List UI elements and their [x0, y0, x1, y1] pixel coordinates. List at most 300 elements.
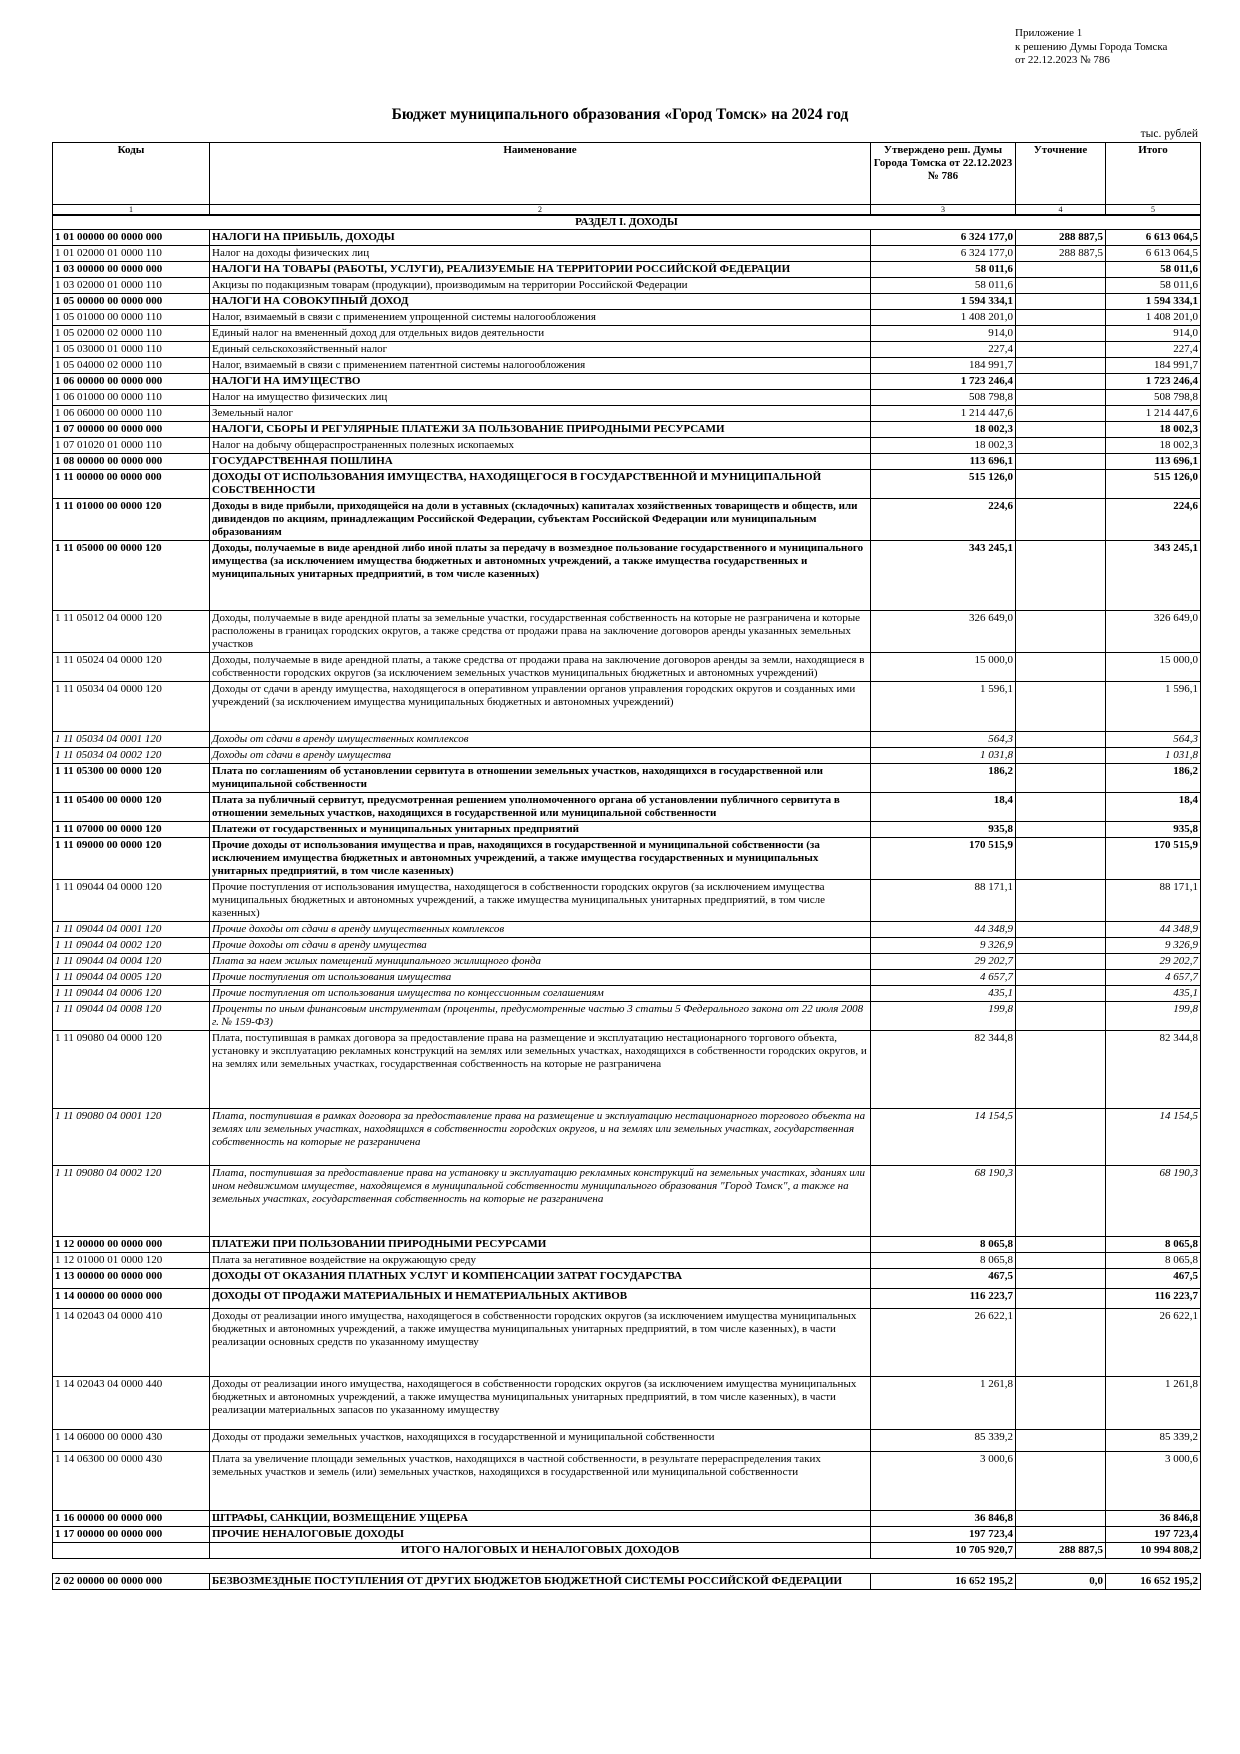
code-cell: 1 01 00000 00 0000 000: [53, 230, 210, 246]
table-row: [53, 326, 1201, 342]
approved-cell: 6 324 177,0: [871, 246, 1016, 262]
change-cell: 288 887,5: [1016, 1543, 1106, 1559]
total-cell: 343 245,1: [1106, 541, 1201, 611]
header-row: [53, 143, 1201, 205]
change-cell: [1016, 1166, 1106, 1237]
total-cell: 1 214 447,6: [1106, 406, 1201, 422]
code-cell: 1 06 01000 00 0000 110: [53, 390, 210, 406]
change-cell: [1016, 406, 1106, 422]
table-row: [53, 246, 1201, 262]
change-cell: [1016, 541, 1106, 611]
code-cell: 1 11 07000 00 0000 120: [53, 822, 210, 838]
approved-cell: 170 515,9: [871, 838, 1016, 880]
table-row: [53, 374, 1201, 390]
name-cell: ИТОГО НАЛОГОВЫХ И НЕНАЛОГОВЫХ ДОХОДОВ: [210, 1543, 871, 1559]
approved-cell: 197 723,4: [871, 1527, 1016, 1543]
name-cell: Доходы в виде прибыли, приходящейся на доли в уставных (складочных) капиталах хозяйственных товариществ и обществ, или дивидендов по акциям, принадлежащим Российской Федерации, субъектам Российской Федерации или муниципальным образованиям: [210, 499, 871, 541]
total-cell: 82 344,8: [1106, 1031, 1201, 1109]
total-cell: 515 126,0: [1106, 470, 1201, 499]
table-row: [53, 954, 1201, 970]
code-cell: 1 11 09080 04 0002 120: [53, 1166, 210, 1237]
table-row: [53, 611, 1201, 653]
change-cell: [1016, 793, 1106, 822]
change-cell: 0,0: [1016, 1574, 1106, 1590]
name-cell: ДОХОДЫ ОТ ПРОДАЖИ МАТЕРИАЛЬНЫХ И НЕМАТЕРИАЛЬНЫХ АКТИВОВ: [210, 1289, 871, 1309]
change-cell: [1016, 682, 1106, 732]
total-cell: 227,4: [1106, 342, 1201, 358]
change-cell: [1016, 342, 1106, 358]
name-cell: Плата, поступившая за предоставление права на установку и эксплуатацию рекламных конструкций на земельных участках, зданиях или ином недвижимом имуществе, находящемся в муниципальной собственности муниципального образования "Город Томск", а также на земельных участках, государственная собственность на которые не разграничена: [210, 1166, 871, 1237]
total-cell: 116 223,7: [1106, 1289, 1201, 1309]
total-cell: 18 002,3: [1106, 438, 1201, 454]
total-cell: 58 011,6: [1106, 262, 1201, 278]
header-total: Итого: [1106, 143, 1201, 205]
change-cell: [1016, 1511, 1106, 1527]
header-codes: Коды: [53, 143, 210, 205]
approved-cell: 224,6: [871, 499, 1016, 541]
name-cell: Плата, поступившая в рамках договора за предоставление права на размещение и эксплуатацию нестационарного торгового объекта, установку и эксплуатацию рекламных конструкций на землях или земельных участках, находящихся в собственности городских округов, и на землях или земельных участках, государственная собственность на которые не разграничена: [210, 1031, 871, 1109]
table-row: [53, 1452, 1201, 1511]
table-row: [53, 262, 1201, 278]
total-cell: 4 657,7: [1106, 970, 1201, 986]
approved-cell: 1 408 201,0: [871, 310, 1016, 326]
table-row: [53, 278, 1201, 294]
name-cell: Акцизы по подакцизным товарам (продукции), производимым на территории Российской Федерации: [210, 278, 871, 294]
approved-cell: 4 657,7: [871, 970, 1016, 986]
change-cell: [1016, 1377, 1106, 1430]
total-cell: 935,8: [1106, 822, 1201, 838]
table-row: [53, 470, 1201, 499]
table-row: [53, 880, 1201, 922]
change-cell: [1016, 938, 1106, 954]
table-row: [53, 294, 1201, 310]
code-cell: 1 17 00000 00 0000 000: [53, 1527, 210, 1543]
table-row: [53, 653, 1201, 682]
name-cell: Прочие доходы от сдачи в аренду имущества: [210, 938, 871, 954]
approved-cell: 184 991,7: [871, 358, 1016, 374]
change-cell: [1016, 262, 1106, 278]
approved-cell: 467,5: [871, 1269, 1016, 1289]
approved-cell: 14 154,5: [871, 1109, 1016, 1166]
name-cell: НАЛОГИ НА СОВОКУПНЫЙ ДОХОД: [210, 294, 871, 310]
change-cell: [1016, 748, 1106, 764]
change-cell: 288 887,5: [1016, 230, 1106, 246]
name-cell: Доходы от сдачи в аренду имущества, находящегося в оперативном управлении органов управления городских округов и созданных ими учреждений (за исключением имущества муниципальных бюджетных и автономных учреждений): [210, 682, 871, 732]
name-cell: Плата за негативное воздействие на окружающую среду: [210, 1253, 871, 1269]
change-cell: [1016, 970, 1106, 986]
change-cell: [1016, 1452, 1106, 1511]
approved-cell: 29 202,7: [871, 954, 1016, 970]
approved-cell: 515 126,0: [871, 470, 1016, 499]
table-row: [53, 732, 1201, 748]
approved-cell: 1 031,8: [871, 748, 1016, 764]
table-row: [53, 1269, 1201, 1289]
column-number: 4: [1016, 205, 1106, 216]
column-number: 1: [53, 205, 210, 216]
approved-cell: 82 344,8: [871, 1031, 1016, 1109]
approved-cell: 3 000,6: [871, 1452, 1016, 1511]
code-cell: 1 08 00000 00 0000 000: [53, 454, 210, 470]
total-cell: 10 994 808,2: [1106, 1543, 1201, 1559]
code-cell: 1 11 05034 04 0001 120: [53, 732, 210, 748]
code-cell: 1 05 03000 01 0000 110: [53, 342, 210, 358]
change-cell: [1016, 986, 1106, 1002]
approved-cell: 8 065,8: [871, 1237, 1016, 1253]
code-cell: 1 11 05000 00 0000 120: [53, 541, 210, 611]
total-cell: 508 798,8: [1106, 390, 1201, 406]
appendix-line-1: Приложение 1: [1015, 27, 1083, 39]
budget-table: [52, 142, 1201, 1590]
change-cell: [1016, 422, 1106, 438]
approved-cell: 435,1: [871, 986, 1016, 1002]
table-row: [53, 390, 1201, 406]
total-cell: 16 652 195,2: [1106, 1574, 1201, 1590]
total-cell: 914,0: [1106, 326, 1201, 342]
approved-cell: 36 846,8: [871, 1511, 1016, 1527]
total-cell: 170 515,9: [1106, 838, 1201, 880]
change-cell: [1016, 1430, 1106, 1452]
total-cell: 1 031,8: [1106, 748, 1201, 764]
approved-cell: 199,8: [871, 1002, 1016, 1031]
change-cell: [1016, 838, 1106, 880]
name-cell: ПРОЧИЕ НЕНАЛОГОВЫЕ ДОХОДЫ: [210, 1527, 871, 1543]
name-cell: НАЛОГИ НА ИМУЩЕСТВО: [210, 374, 871, 390]
table-row: [53, 406, 1201, 422]
total-cell: 199,8: [1106, 1002, 1201, 1031]
name-cell: Налог на доходы физических лиц: [210, 246, 871, 262]
units-label: тыс. рублей: [1140, 128, 1198, 140]
table-row: [53, 1031, 1201, 1109]
name-cell: НАЛОГИ НА ТОВАРЫ (РАБОТЫ, УСЛУГИ), РЕАЛИЗУЕМЫЕ НА ТЕРРИТОРИИ РОССИЙСКОЙ ФЕДЕРАЦИИ: [210, 262, 871, 278]
table-row: [53, 230, 1201, 246]
total-cell: 1 723 246,4: [1106, 374, 1201, 390]
change-cell: [1016, 1237, 1106, 1253]
total-cell: 8 065,8: [1106, 1237, 1201, 1253]
approved-cell: 1 594 334,1: [871, 294, 1016, 310]
total-cell: 18 002,3: [1106, 422, 1201, 438]
name-cell: Прочие доходы от сдачи в аренду имущественных комплексов: [210, 922, 871, 938]
name-cell: Доходы от сдачи в аренду имущества: [210, 748, 871, 764]
change-cell: 288 887,5: [1016, 246, 1106, 262]
section-row: [53, 215, 1201, 230]
code-cell: 1 11 09044 04 0001 120: [53, 922, 210, 938]
name-cell: ШТРАФЫ, САНКЦИИ, ВОЗМЕЩЕНИЕ УЩЕРБА: [210, 1511, 871, 1527]
code-cell: 1 11 05400 00 0000 120: [53, 793, 210, 822]
approved-cell: 1 596,1: [871, 682, 1016, 732]
total-cell: 15 000,0: [1106, 653, 1201, 682]
approved-cell: 26 622,1: [871, 1309, 1016, 1377]
change-cell: [1016, 374, 1106, 390]
table-row: [53, 838, 1201, 880]
code-cell: 1 11 09044 04 0005 120: [53, 970, 210, 986]
code-cell: 1 05 00000 00 0000 000: [53, 294, 210, 310]
appendix-line-3: от 22.12.2023 № 786: [1015, 54, 1110, 66]
name-cell: Плата за увеличение площади земельных участков, находящихся в частной собственности, в результате перераспределения таких земельных участков и земель (или) земельных участков, находящихся в государственной или муниципальной собственности: [210, 1452, 871, 1511]
table-row: [53, 938, 1201, 954]
code-cell: 1 11 09044 04 0002 120: [53, 938, 210, 954]
approved-cell: 16 652 195,2: [871, 1574, 1016, 1590]
change-cell: [1016, 358, 1106, 374]
total-cell: 564,3: [1106, 732, 1201, 748]
total-cell: 1 261,8: [1106, 1377, 1201, 1430]
total-cell: 29 202,7: [1106, 954, 1201, 970]
name-cell: Прочие поступления от использования имущества: [210, 970, 871, 986]
approved-cell: 564,3: [871, 732, 1016, 748]
code-cell: 1 03 02000 01 0000 110: [53, 278, 210, 294]
change-cell: [1016, 764, 1106, 793]
name-cell: Доходы, получаемые в виде арендной платы, а также средства от продажи права на заключение договоров аренды за земли, находящиеся в собственности городских округов (за исключением земельных участков муниципальных бюджетных и автономных учреждений): [210, 653, 871, 682]
total-cell: 186,2: [1106, 764, 1201, 793]
code-cell: 1 11 01000 00 0000 120: [53, 499, 210, 541]
name-cell: Доходы от сдачи в аренду имущественных комплексов: [210, 732, 871, 748]
change-cell: [1016, 1253, 1106, 1269]
table-row: [53, 1237, 1201, 1253]
approved-cell: 1 261,8: [871, 1377, 1016, 1430]
table-row: [53, 1511, 1201, 1527]
code-cell: 1 12 00000 00 0000 000: [53, 1237, 210, 1253]
column-number: 3: [871, 205, 1016, 216]
code-cell: 1 11 05300 00 0000 120: [53, 764, 210, 793]
change-cell: [1016, 326, 1106, 342]
total-cell: 26 622,1: [1106, 1309, 1201, 1377]
approved-cell: 18 002,3: [871, 422, 1016, 438]
header-change: Уточнение: [1016, 143, 1106, 205]
name-cell: Прочие поступления от использования имущества по концессионным соглашениям: [210, 986, 871, 1002]
table-row: [53, 1002, 1201, 1031]
code-cell: 1 12 01000 01 0000 120: [53, 1253, 210, 1269]
code-cell: 1 05 02000 02 0000 110: [53, 326, 210, 342]
change-cell: [1016, 1031, 1106, 1109]
name-cell: Плата, поступившая в рамках договора за предоставление права на размещение и эксплуатацию нестационарного торгового объекта на землях или земельных участках, находящихся в собственности городских округов, и на землях или земельных участках, государственная собственность на которые не разграничена: [210, 1109, 871, 1166]
code-cell: 1 14 02043 04 0000 440: [53, 1377, 210, 1430]
section-title: РАЗДЕЛ I. ДОХОДЫ: [53, 215, 1201, 230]
table-row: [53, 358, 1201, 374]
table-row: [53, 1289, 1201, 1309]
code-cell: 1 03 00000 00 0000 000: [53, 262, 210, 278]
code-cell: 1 16 00000 00 0000 000: [53, 1511, 210, 1527]
code-cell: 1 11 09044 04 0000 120: [53, 880, 210, 922]
name-cell: Единый сельскохозяйственный налог: [210, 342, 871, 358]
name-cell: Земельный налог: [210, 406, 871, 422]
code-cell: 1 11 05034 04 0002 120: [53, 748, 210, 764]
total-cell: 6 613 064,5: [1106, 246, 1201, 262]
total-cell: 8 065,8: [1106, 1253, 1201, 1269]
name-cell: ГОСУДАРСТВЕННАЯ ПОШЛИНА: [210, 454, 871, 470]
table-row: [53, 793, 1201, 822]
name-cell: Доходы от реализации иного имущества, находящегося в собственности городских округов (за исключением имущества муниципальных бюджетных и автономных учреждений, а также имущества муниципальных унитарных предприятий, в том числе казенных), в части реализации материальных запасов по указанному имуществу: [210, 1377, 871, 1430]
approved-cell: 116 223,7: [871, 1289, 1016, 1309]
name-cell: Налог на добычу общераспространенных полезных ископаемых: [210, 438, 871, 454]
code-cell: 1 11 05034 04 0000 120: [53, 682, 210, 732]
code-cell: 1 11 05012 04 0000 120: [53, 611, 210, 653]
table-row: [53, 342, 1201, 358]
column-number: 5: [1106, 205, 1201, 216]
table-row: [53, 1377, 1201, 1430]
code-cell: [53, 1543, 210, 1559]
table-row: [53, 454, 1201, 470]
name-cell: Проценты по иным финансовым инструментам (проценты, предусмотренные частью 3 статьи 5 Федерального закона от 22 июля 2008 г. № 159-ФЗ): [210, 1002, 871, 1031]
approved-cell: 58 011,6: [871, 262, 1016, 278]
change-cell: [1016, 1309, 1106, 1377]
table-row: [53, 422, 1201, 438]
approved-cell: 186,2: [871, 764, 1016, 793]
spacer-cell: [53, 1559, 1201, 1574]
change-cell: [1016, 922, 1106, 938]
code-cell: 1 07 01020 01 0000 110: [53, 438, 210, 454]
code-cell: 1 11 00000 00 0000 000: [53, 470, 210, 499]
change-cell: [1016, 732, 1106, 748]
appendix-note: [1015, 27, 1235, 68]
name-cell: Единый налог на вмененный доход для отдельных видов деятельности: [210, 326, 871, 342]
approved-cell: 113 696,1: [871, 454, 1016, 470]
change-cell: [1016, 294, 1106, 310]
table-row: [53, 1166, 1201, 1237]
code-cell: 1 14 06300 00 0000 430: [53, 1452, 210, 1511]
table-row: [53, 970, 1201, 986]
total-cell: 6 613 064,5: [1106, 230, 1201, 246]
total-cell: 1 408 201,0: [1106, 310, 1201, 326]
code-cell: 1 11 09044 04 0004 120: [53, 954, 210, 970]
name-cell: НАЛОГИ НА ПРИБЫЛЬ, ДОХОДЫ: [210, 230, 871, 246]
code-cell: 1 11 09080 04 0000 120: [53, 1031, 210, 1109]
table-row: [53, 1309, 1201, 1377]
approved-cell: 935,8: [871, 822, 1016, 838]
change-cell: [1016, 954, 1106, 970]
approved-cell: 343 245,1: [871, 541, 1016, 611]
change-cell: [1016, 499, 1106, 541]
name-cell: Налог на имущество физических лиц: [210, 390, 871, 406]
approved-cell: 10 705 920,7: [871, 1543, 1016, 1559]
approved-cell: 8 065,8: [871, 1253, 1016, 1269]
approved-cell: 18 002,3: [871, 438, 1016, 454]
code-cell: 1 11 09044 04 0006 120: [53, 986, 210, 1002]
approved-cell: 1 214 447,6: [871, 406, 1016, 422]
name-cell: Плата за публичный сервитут, предусмотренная решением уполномоченного органа об установлении публичного сервитута в отношении земельных участков, находящихся в государственной или муниципальной собственности: [210, 793, 871, 822]
approved-cell: 85 339,2: [871, 1430, 1016, 1452]
table-row: [53, 1253, 1201, 1269]
table-row: [53, 541, 1201, 611]
name-cell: Доходы от реализации иного имущества, находящегося в собственности городских округов (за исключением имущества муниципальных бюджетных и автономных учреждений, а также имущества муниципальных унитарных предприятий, в том числе казенных), в части реализации основных средств по указанному имуществу: [210, 1309, 871, 1377]
table-row: [53, 1543, 1201, 1559]
approved-cell: 44 348,9: [871, 922, 1016, 938]
total-cell: 85 339,2: [1106, 1430, 1201, 1452]
name-cell: ДОХОДЫ ОТ ОКАЗАНИЯ ПЛАТНЫХ УСЛУГ И КОМПЕНСАЦИИ ЗАТРАТ ГОСУДАРСТВА: [210, 1269, 871, 1289]
table-row: [53, 499, 1201, 541]
name-cell: Прочие доходы от использования имущества и прав, находящихся в государственной и муниципальной собственности (за исключением имущества бюджетных и автономных учреждений, а также имущества государственных и муниципальных унитарных предприятий, в том числе казенных): [210, 838, 871, 880]
total-cell: 224,6: [1106, 499, 1201, 541]
total-cell: 9 326,9: [1106, 938, 1201, 954]
change-cell: [1016, 1002, 1106, 1031]
code-cell: 1 11 09000 00 0000 120: [53, 838, 210, 880]
table-row: [53, 986, 1201, 1002]
budget-body: [53, 215, 1201, 1590]
header-name: Наименование: [210, 143, 871, 205]
table-row: [53, 764, 1201, 793]
name-cell: Доходы, получаемые в виде арендной платы за земельные участки, государственная собственность на которые не разграничена и которые расположены в границах городских округов, а также средства от продажи права на заключение договоров аренды указанных земельных участков: [210, 611, 871, 653]
code-cell: 1 13 00000 00 0000 000: [53, 1269, 210, 1289]
total-cell: 1 594 334,1: [1106, 294, 1201, 310]
approved-cell: 1 723 246,4: [871, 374, 1016, 390]
approved-cell: 9 326,9: [871, 938, 1016, 954]
approved-cell: 508 798,8: [871, 390, 1016, 406]
total-cell: 36 846,8: [1106, 1511, 1201, 1527]
total-cell: 197 723,4: [1106, 1527, 1201, 1543]
change-cell: [1016, 822, 1106, 838]
name-cell: НАЛОГИ, СБОРЫ И РЕГУЛЯРНЫЕ ПЛАТЕЖИ ЗА ПОЛЬЗОВАНИЕ ПРИРОДНЫМИ РЕСУРСАМИ: [210, 422, 871, 438]
name-cell: Плата за наем жилых помещений муниципального жилищного фонда: [210, 954, 871, 970]
code-cell: 1 05 01000 00 0000 110: [53, 310, 210, 326]
approved-cell: 6 324 177,0: [871, 230, 1016, 246]
total-cell: 88 171,1: [1106, 880, 1201, 922]
table-row: [53, 438, 1201, 454]
name-cell: ДОХОДЫ ОТ ИСПОЛЬЗОВАНИЯ ИМУЩЕСТВА, НАХОДЯЩЕГОСЯ В ГОСУДАРСТВЕННОЙ И МУНИЦИПАЛЬНОЙ СОБСТВЕННОСТИ: [210, 470, 871, 499]
table-row: [53, 1559, 1201, 1574]
change-cell: [1016, 438, 1106, 454]
change-cell: [1016, 278, 1106, 294]
code-cell: 1 11 05024 04 0000 120: [53, 653, 210, 682]
table-row: [53, 922, 1201, 938]
total-cell: 113 696,1: [1106, 454, 1201, 470]
approved-cell: 227,4: [871, 342, 1016, 358]
change-cell: [1016, 880, 1106, 922]
change-cell: [1016, 1527, 1106, 1543]
change-cell: [1016, 1109, 1106, 1166]
code-cell: 1 14 06000 00 0000 430: [53, 1430, 210, 1452]
code-cell: 1 11 09080 04 0001 120: [53, 1109, 210, 1166]
total-cell: 326 649,0: [1106, 611, 1201, 653]
total-cell: 435,1: [1106, 986, 1201, 1002]
document-title: Бюджет муниципального образования «Город Томск» на 2024 год: [391, 106, 849, 123]
appendix-line-2: к решению Думы Города Томска: [1015, 40, 1168, 53]
table-row: [53, 822, 1201, 838]
change-cell: [1016, 470, 1106, 499]
change-cell: [1016, 1289, 1106, 1309]
name-cell: Платежи от государственных и муниципальных унитарных предприятий: [210, 822, 871, 838]
table-row: [53, 310, 1201, 326]
table-row: [53, 682, 1201, 732]
total-cell: 58 011,6: [1106, 278, 1201, 294]
code-cell: 1 14 02043 04 0000 410: [53, 1309, 210, 1377]
name-cell: Плата по соглашениям об установлении сервитута в отношении земельных участков, находящихся в государственной или муниципальной собственности: [210, 764, 871, 793]
approved-cell: 15 000,0: [871, 653, 1016, 682]
code-cell: 1 06 00000 00 0000 000: [53, 374, 210, 390]
name-cell: Прочие поступления от использования имущества, находящегося в собственности городских округов (за исключением имущества муниципальных бюджетных и автономных учреждений, а также имущества муниципальных унитарных предприятий, в том числе казенных): [210, 880, 871, 922]
table-row: [53, 748, 1201, 764]
change-cell: [1016, 310, 1106, 326]
approved-cell: 18,4: [871, 793, 1016, 822]
code-cell: 1 11 09044 04 0008 120: [53, 1002, 210, 1031]
name-cell: БЕЗВОЗМЕЗДНЫЕ ПОСТУПЛЕНИЯ ОТ ДРУГИХ БЮДЖЕТОВ БЮДЖЕТНОЙ СИСТЕМЫ РОССИЙСКОЙ ФЕДЕРАЦИИ: [210, 1574, 871, 1590]
change-cell: [1016, 653, 1106, 682]
total-cell: 14 154,5: [1106, 1109, 1201, 1166]
name-cell: Налог, взимаемый в связи с применением патентной системы налогообложения: [210, 358, 871, 374]
approved-cell: 914,0: [871, 326, 1016, 342]
table-row: [53, 1574, 1201, 1590]
column-number-row: [53, 205, 1201, 216]
approved-cell: 88 171,1: [871, 880, 1016, 922]
total-cell: 18,4: [1106, 793, 1201, 822]
total-cell: 184 991,7: [1106, 358, 1201, 374]
table-row: [53, 1527, 1201, 1543]
total-cell: 1 596,1: [1106, 682, 1201, 732]
name-cell: Доходы, получаемые в виде арендной либо иной платы за передачу в возмездное пользование государственного и муниципального имущества (за исключением имущества бюджетных и автономных учреждений, а также имущества государственных и муниципальных унитарных предприятий, в том числе казенных): [210, 541, 871, 611]
change-cell: [1016, 611, 1106, 653]
code-cell: 1 01 02000 01 0000 110: [53, 246, 210, 262]
code-cell: 2 02 00000 00 0000 000: [53, 1574, 210, 1590]
change-cell: [1016, 454, 1106, 470]
total-cell: 44 348,9: [1106, 922, 1201, 938]
change-cell: [1016, 1269, 1106, 1289]
